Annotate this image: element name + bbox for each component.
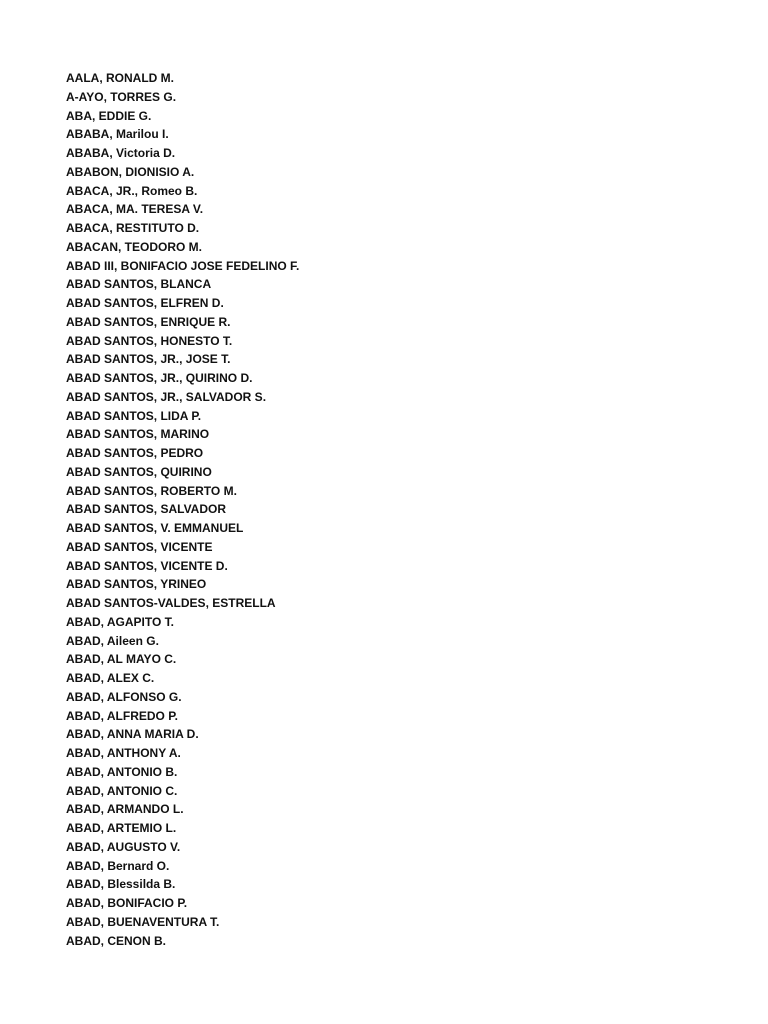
list-item: ABABA, Marilou I. — [66, 127, 169, 142]
list-item: ABACA, JR., Romeo B. — [66, 183, 198, 198]
list-item: ABAD III, BONIFACIO JOSE FEDELINO F. — [66, 258, 300, 273]
list-item: ABAD SANTOS, VICENTE D. — [66, 558, 228, 573]
list-item: ABAD SANTOS, V. EMMANUEL — [66, 521, 244, 535]
list-item: ABAD, ANNA MARIA D. — [66, 727, 199, 742]
list-item: ABAD SANTOS, YRINEO — [66, 577, 207, 592]
list-item: ABAD SANTOS, HONESTO T. — [66, 333, 233, 348]
list-item: ABAD SANTOS, JR., SALVADOR S. — [66, 389, 267, 404]
list-item: ABAD, ALFREDO P. — [66, 708, 179, 723]
list-item: ABAD, ARTEMIO L. — [66, 821, 177, 835]
list-item: ABAD, BONIFACIO P. — [66, 896, 188, 910]
list-item: ABAD, ANTHONY A. — [66, 746, 181, 760]
list-item: ABA, EDDIE G. — [66, 108, 152, 123]
list-item: ABAD SANTOS, JR., JOSE T. — [66, 352, 231, 367]
list-item: AALA, RONALD M. — [66, 71, 174, 85]
list-item: ABAD, ANTONIO B. — [66, 764, 178, 779]
name-list — [66, 69, 299, 950]
list-item: ABAD SANTOS, ELFREN D. — [66, 296, 224, 310]
list-item: ABABON, DIONISIO A. — [66, 164, 195, 179]
list-item: ABAD SANTOS, MARINO — [66, 427, 210, 442]
list-item: ABAD SANTOS, LIDA P. — [66, 408, 202, 423]
list-item: ABAD SANTOS, ENRIQUE R. — [66, 314, 231, 329]
list-item: ABAD SANTOS, VICENTE — [66, 539, 213, 554]
list-item: ABAD SANTOS, PEDRO — [66, 446, 204, 460]
list-item: ABAD SANTOS, ROBERTO M. — [66, 483, 237, 498]
list-item: ABAD SANTOS, SALVADOR — [66, 502, 227, 517]
list-item: ABAD, AGAPITO T. — [66, 614, 175, 629]
list-item: ABAD, ALFONSO G. — [66, 689, 182, 704]
list-item: ABACA, MA. TERESA V. — [66, 202, 204, 217]
list-item: ABAD, Blessilda B. — [66, 877, 176, 892]
list-item: ABAD, CENON B. — [66, 933, 167, 948]
list-item: A-AYO, TORRES G. — [66, 89, 177, 104]
list-item: ABAD, Aileen G. — [66, 633, 159, 648]
list-item: ABAD SANTOS-VALDES, ESTRELLA — [66, 596, 276, 610]
list-item: ABAD SANTOS, QUIRINO — [66, 464, 212, 479]
list-item: ABABA, Victoria D. — [66, 146, 176, 160]
list-item: ABAD, Bernard O. — [66, 858, 170, 873]
list-item: ABAD, ANTONIO C. — [66, 783, 178, 798]
list-item: ABAD, ALEX C. — [66, 671, 155, 685]
list-item: ABAD, AL MAYO C. — [66, 652, 177, 667]
list-item: ABAD SANTOS, JR., QUIRINO D. — [66, 371, 253, 385]
list-item: ABAD, BUENAVENTURA T. — [66, 914, 220, 929]
list-item: ABACA, RESTITUTO D. — [66, 221, 200, 235]
list-item: ABACAN, TEODORO M. — [66, 239, 202, 254]
list-item: ABAD, AUGUSTO V. — [66, 839, 181, 854]
list-item: ABAD SANTOS, BLANCA — [66, 277, 212, 292]
list-item: ABAD, ARMANDO L. — [66, 802, 184, 817]
